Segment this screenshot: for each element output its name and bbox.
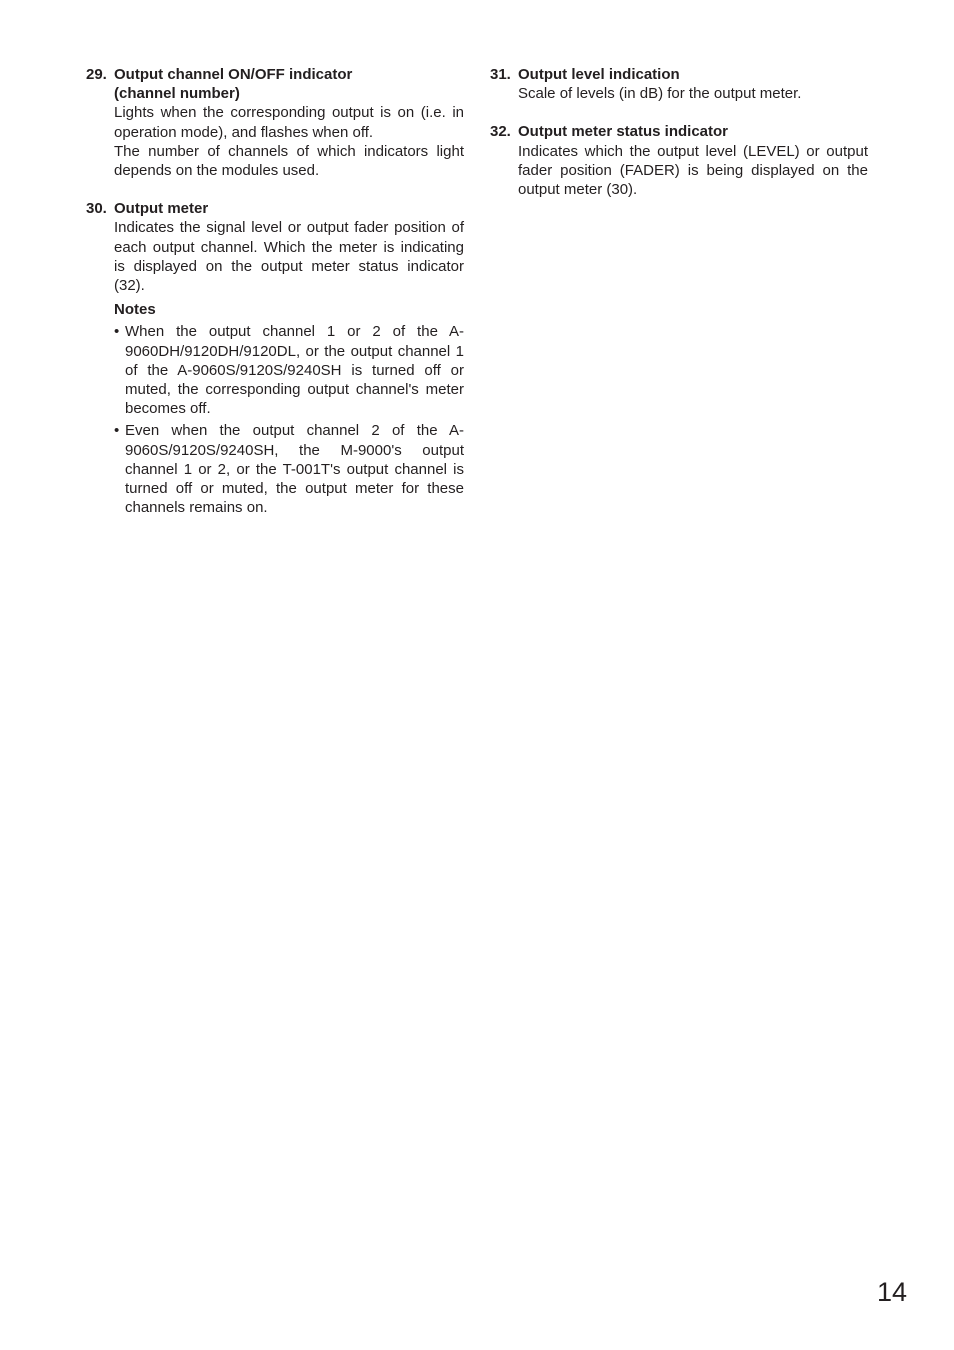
item-29-title <box>114 65 464 103</box>
notes-list <box>86 322 464 517</box>
note-text-1: When the output channel 1 or 2 of the A-9060DH/9120DH/9120DL, or the output channel 1 of the A-9060S/9120S/9240SH is turned off or muted, the corresponding output channel's meter becomes off. <box>125 323 464 418</box>
item-29-number: 29. <box>86 66 107 83</box>
left-column <box>86 65 464 536</box>
item-30-title: Output meter <box>114 200 209 218</box>
item-32-paragraph-1: Indicates which the output level (LEVEL) or output fader position (FADER) is being displayed on the output meter (30). <box>518 142 868 199</box>
item-31-body <box>490 84 868 103</box>
item-29-title-line2: (channel number) <box>114 85 240 103</box>
note-item-2 <box>114 421 464 517</box>
item-31-heading <box>490 65 868 84</box>
item-29-heading <box>86 65 464 103</box>
item-31-title: Output level indication <box>518 66 680 83</box>
item-32-number: 32. <box>490 123 511 141</box>
right-column <box>490 65 868 218</box>
item-29-title-line1: Output channel ON/OFF indicator <box>114 66 353 83</box>
item-29-body <box>86 103 464 180</box>
item-31-number: 31. <box>490 66 511 83</box>
note-item-1 <box>114 322 464 418</box>
item-32-body <box>490 142 868 200</box>
item-31-paragraph-1: Scale of levels (in dB) for the output meter. <box>518 85 802 103</box>
item-30-heading <box>86 199 464 218</box>
item-32 <box>490 122 868 199</box>
item-30 <box>86 199 464 517</box>
item-29-paragraph-1: Lights when the corresponding output is on (i.e. in operation mode), and flashes when off. <box>114 104 464 141</box>
item-29 <box>86 65 464 180</box>
page-number: 14 <box>877 1277 908 1307</box>
item-32-title: Output meter status indicator <box>518 123 729 141</box>
item-30-paragraph-1: Indicates the signal level or output fader position of each output channel. Which the meter is indicating is displayed on the output meter status indicator (32). <box>114 219 464 295</box>
bullet-icon: • <box>114 422 120 440</box>
item-31 <box>490 65 868 103</box>
item-29-paragraph-2: The number of channels of which indicators light depends on the modules used. <box>114 142 464 180</box>
notes-title: Notes <box>114 301 156 319</box>
item-32-heading <box>490 122 868 141</box>
note-text-2: Even when the output channel 2 of the A-9060S/9120S/9240SH, the M-9000's output channel 1 or 2, or the T-001T's output channel is turned off or muted, the output meter for these channels remains on. <box>125 422 464 517</box>
bullet-icon: • <box>114 323 120 341</box>
item-30-number: 30. <box>86 200 107 218</box>
item-30-body <box>86 218 464 295</box>
